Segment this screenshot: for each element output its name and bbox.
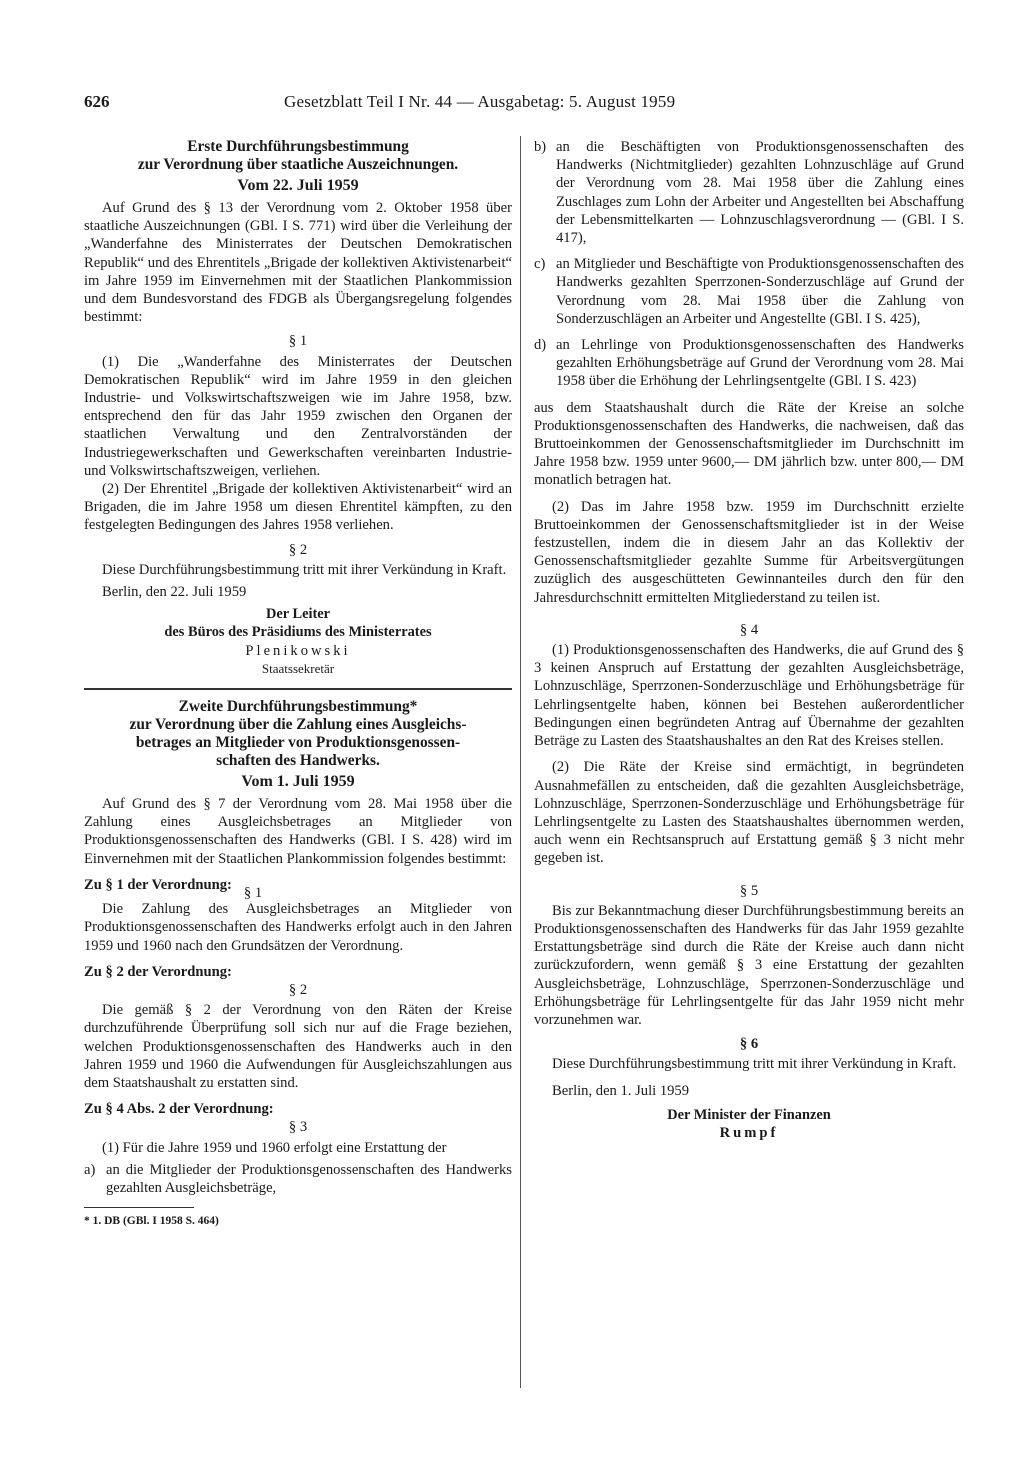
section-5-heading: § 5 [739,882,759,899]
footnote-rule [84,1207,194,1208]
list-item-b-text: an die Beschäftigten von Produktionsgenossenschaften des Handwerks (Nichtmitglieder) gezahlten Lohnzuschläge auf Grund der Verordnung vom 28. Mai 1958 über die Zahlung eines Zuschlages zum Lohn der Arbeiter und Angestellten bei Abschaffung der Lebensmittelkarten — Lohnzuschlagsverordnung — (GBl. I S. 417), [556,139,964,247]
spacer [534,750,964,758]
right-column [534,138,964,1142]
list-item-b [534,138,964,247]
doc1-date: Vom 22. Juli 1959 [237,177,359,194]
list-item-a-text: an die Mitglieder der Produktionsgenossenschaften des Handwerks gezahlten Ausgleichsbeträge, [106,1161,512,1196]
doc2-section-3-heading: § 3 [288,1119,308,1136]
page-number: 626 [84,92,110,111]
spacer [534,490,964,498]
doc2-section-2-heading: § 2 [288,981,308,998]
list-item-b-label: b) [534,139,547,155]
doc1-signatory-name: Plenikowski [245,642,351,659]
doc1-section-2-para: Diese Durchführungsbestimmung tritt mit ihrer Verkündung in Kraft. [102,561,507,578]
list-item-d-label: d) [534,337,547,354]
section-5-para: Bis zur Bekanntmachung dieser Durchführungsbestimmung bereits an Produktionsgenossenschaften des Handwerks für das Jahr 1959 gezahlte Erstattungsbeträge sind durch die Räte der Kreise auch dann nicht zurückzufordern, wenn gemäß § 3 eine Erstattung der gezahlten Ausgleichsbeträge, Lohnzuschläge, Sperrzonen-Sonderzuschläge und Erhöhungsbeträge für Lehrlingsentgelte für das Jahr 1959 nicht mehr vorzunehmen war. [534,902,964,1028]
list-item-c-text: an Mitglieder und Beschäftigte von Produktionsgenossenschaften des Handwerks gezahlten Sperrzonen-Sonderzuschläge auf Grund der Verordnung vom 28. Mai 1958 über die Zahlung von Sonderzuschlägen an Arbeiter und Angestellte (GBl. I S. 425), [556,256,964,327]
section-4-para-1: (1) Produktionsgenossenschaften des Handwerks, die auf Grund des § 3 keinen Anspruch auf Erstattung der gezahlten Ausgleichsbeträge, Lohnzuschläge, Sperrzonen-Sonderzuschläge und Erhöhungsbeträge für Lehrlingsentgelte haben, können bei Bestehen außerordentlicher Bedingungen einen begründeten Antrag auf Übernahme der gezahlten Beträge zu Lasten des Staatshaushaltes an den Rat des Kreises stellen. [534,642,964,750]
doc1-section-1-heading: § 1 [288,333,308,350]
doc1-section-1-para-2: (2) Der Ehrentitel „Brigade der kollektiven Aktivistenarbeit“ wird an Brigaden, die im Jahre 1958 um diesen Ehrentitel kämpften, zu den festgelegten Bedingungen des Jahres 1958 verliehen. [84,481,512,534]
doc2-intro: Auf Grund des § 7 der Verordnung vom 28. Mai 1958 über die Zahlung eines Ausgleichsbetrages an Mitglieder von Produktionsgenossenschaften des Handwerks (GBl. I S. 428) wird im Einvernehmen mit der Staatlichen Plankommission folgendes bestimmt: [84,796,512,867]
doc1-signature-line1: Der Leiter [265,606,331,623]
document-separator [84,688,512,690]
list-item-c [534,255,964,328]
list-item-d [534,336,964,391]
doc2-section-1-para: Die Zahlung des Ausgleichsbetrages an Mitglieder von Produktionsgenossenschaften des Handwerks erfolgt auch in den Jahren 1959 und 1960 nach den Grundsätzen der Verordnung. [84,901,512,954]
doc2-reference-2-label: Zu § 2 der Verordnung: [84,963,232,980]
doc2-reference-1 [84,876,512,901]
left-column [84,138,512,1228]
doc1-signature-line2: des Büros des Präsidiums des Ministerrates [164,624,432,641]
list-item-d-text: an Lehrlinge von Produktionsgenossenschaften des Handwerks gezahlten Erhöhungsbeträge auf Grund der Verordnung vom 28. Mai 1958 über die Erhöhung der Lehrlingsentgelte (GBl. I S. 423) [556,337,964,390]
doc1-signatory-role: Staatssekretär [261,660,335,676]
column-divider [520,136,521,1388]
doc1-place-date: Berlin, den 22. Juli 1959 [102,584,247,601]
footnote: * 1. DB (GBl. I 1958 S. 464) [84,1215,219,1228]
page-header [84,92,964,118]
doc2-title-line2: zur Verordnung über die Zahlung eines Ausgleichs- [129,716,467,734]
section-6-para: Diese Durchführungsbestimmung tritt mit ihrer Verkündung in Kraft. [552,1056,957,1073]
second-regulation [84,698,512,1228]
section-4-para-2: (2) Die Räte der Kreise sind ermächtigt, in begründeten Ausnahmefällen zu entscheiden, daß die gezahlten Ausgleichsbeträge, Lohnzuschläge, Sperrzonen-Sonderzuschläge und Erhöhungsbeträge für Lehrlingsentgelte zu Lasten des Staatshaushaltes übernommen werden, auch wenn ein Rechtsanspruch auf Erstattung gemäß § 3 nicht mehr gegeben ist. [534,759,964,867]
doc2-reference-2 [84,963,512,981]
place-date: Berlin, den 1. Juli 1959 [552,1082,690,1099]
doc1-title-line2: zur Verordnung über staatliche Auszeichnungen. [137,156,459,173]
doc2-reference-1-label: Zu § 1 der Verordnung: [84,876,232,893]
list-item-c-label: c) [534,256,546,273]
header-title: Gesetzblatt Teil I Nr. 44 — Ausgabetag: 5. August 1959 [284,92,676,111]
doc2-section-3-para-1: (1) Für die Jahre 1959 und 1960 erfolgt eine Erstattung der [102,1139,447,1156]
doc1-title-line1: Erste Durchführungsbestimmung [187,138,409,155]
doc1-section-2-heading: § 2 [288,541,308,558]
doc2-reference-3 [84,1100,512,1118]
doc1-intro: Auf Grund des § 13 der Verordnung vom 2. Oktober 1958 über staatliche Auszeichnungen (GBl. I S. 771) wird über die Verleihung der „Wanderfahne des Ministerrates der Deutschen Demokratischen Republik“ und des Ehrentitels „Brigade der kollektiven Aktivistenarbeit“ im Jahre 1959 im Einvernehmen mit der Staatlichen Plankommission und dem Bundesvorstand des FDGB als Übergangsregelung folgendes bestimmt: [84,200,512,326]
doc2-title-line1: Zweite Durchführungsbestimmung* [178,698,418,716]
doc2-title-line4: schaften des Handwerks. [216,752,380,770]
doc2-section-1-heading: § 1 [243,884,263,901]
signature-line1: Der Minister der Finanzen [667,1106,831,1123]
doc2-title-line3: betrages an Mitglieder von Produktionsgenossen- [135,734,461,752]
list-item-a-label: a) [84,1161,96,1178]
first-regulation [84,138,512,678]
doc2-reference-3-label: Zu § 4 Abs. 2 der Verordnung: [84,1101,274,1118]
section-6-heading: § 6 [739,1036,759,1053]
doc1-section-1-para-1: (1) Die „Wanderfahne des Ministerrates der Deutschen Demokratischen Republik“ wird im Jahre 1959 in den gleichen Industrie- und Volkswirtschaftszweigen wie im Jahre 1958, bzw. entsprechend den für das Jahr 1959 zwischen den Organen der staatlichen Verwaltung und den Zentralvorständen der Industriegewerkschaften und Gewerkschaften vereinbarten Industrie- und Volkswirtschaftszweigen, verliehen. [84,353,512,479]
section-4-heading: § 4 [739,621,759,638]
doc2-section-2-para: Die gemäß § 2 der Verordnung von den Räten der Kreise durchzuführende Überprüfung soll sich nur auf die Frage beziehen, welchen Produktionsgenossenschaften des Handwerks auch in den Jahren 1959 und 1960 die Aufwendungen für Ausgleichszahlungen aus dem Staatshaushalt zu erstatten sind. [84,1002,512,1091]
doc2-date: Vom 1. Juli 1959 [241,773,355,791]
signatory-name: Rumpf [719,1124,779,1141]
section-3-continuation: aus dem Staatshaushalt durch die Räte der Kreise an solche Produktionsgenossenschaften des Handwerks, die nachweisen, daß das Bruttoeinkommen der Genossenschaftsmitglieder im Durchschnitt im Jahre 1958 bzw. 1959 unter 9600,— DM jährlich bzw. unter 800,— DM monatlich betragen hat. [534,399,964,489]
section-3-para-2: (2) Das im Jahre 1958 bzw. 1959 im Durchschnitt erzielte Bruttoeinkommen der Genossenschaftsmitglieder ist in der Weise festzustellen, indem die in diesem Jahr an das Kollektiv der Genossenschaftsmitglieder gezahlte Summe für Arbeitsvergütungen zuzüglich des ausgeschütteten Gewinnanteiles durch den für den Jahresdurchschnitt ermittelten Mitgliederstand zu teilen ist. [534,498,964,606]
list-item-a [84,1161,512,1197]
